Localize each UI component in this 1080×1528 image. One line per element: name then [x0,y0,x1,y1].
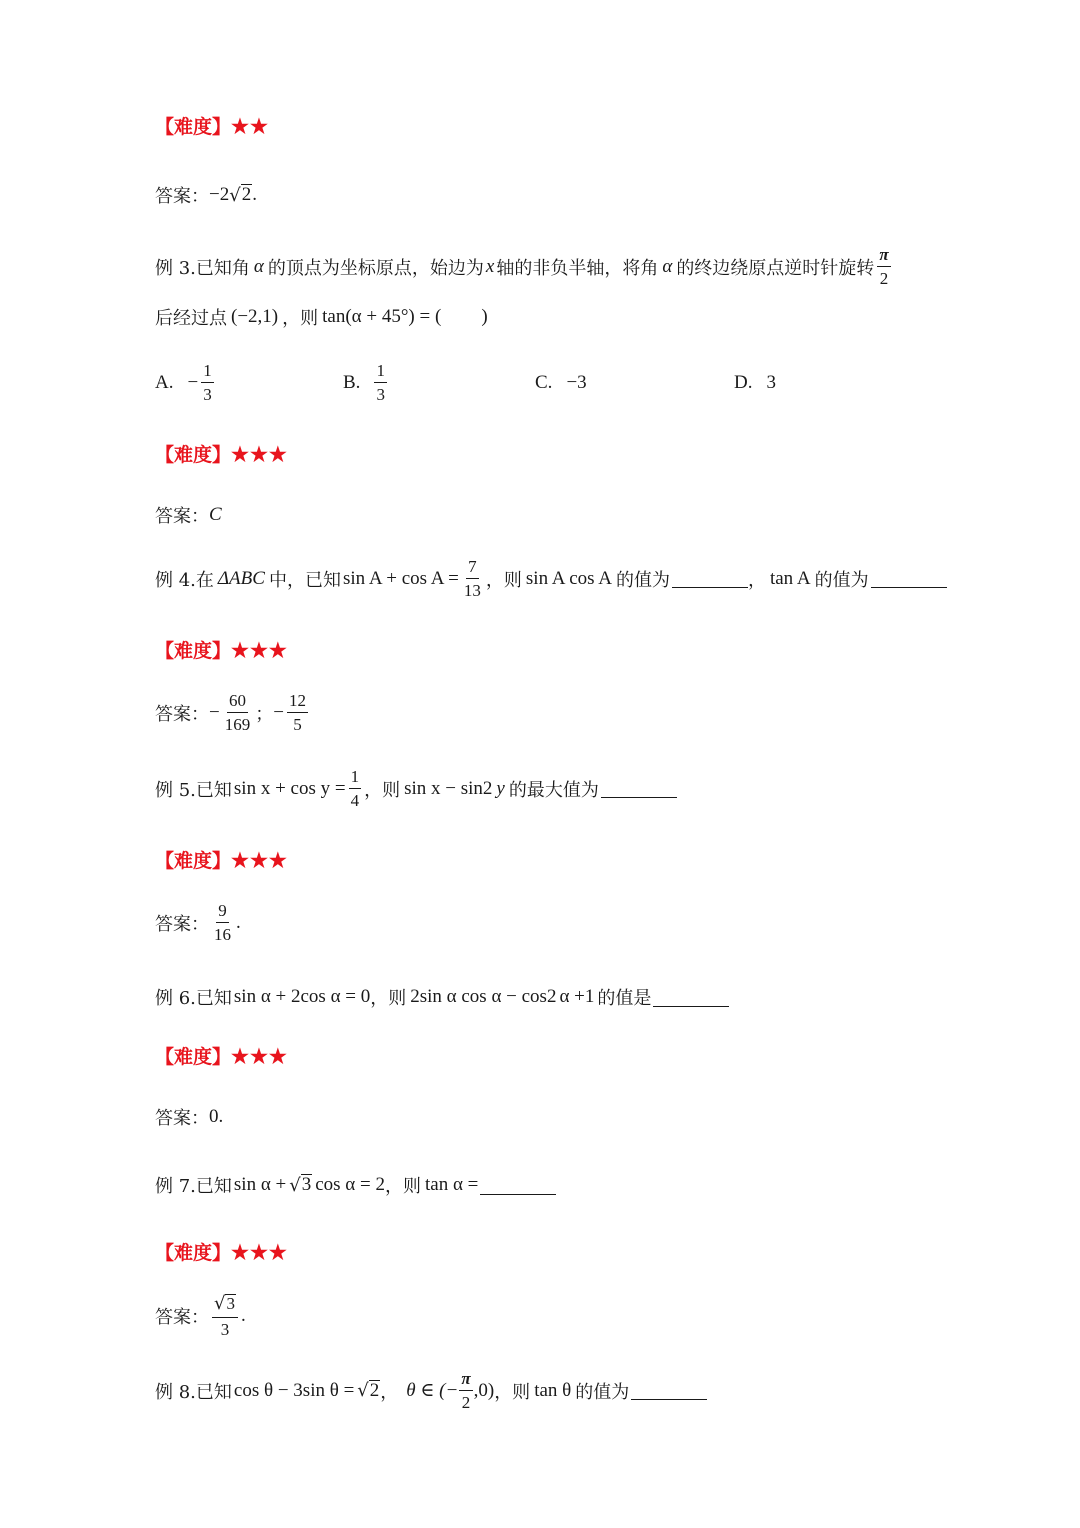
fraction-denominator: 2 [879,269,889,288]
triangle-name: ΔABC [217,567,265,589]
example-8-text: ， [380,1381,399,1403]
answer-prefix: 答案： [155,506,209,527]
answer-end: . [236,911,241,933]
difficulty-label: 【难度】 [155,1046,232,1068]
sqrt-radicand: 2 [241,184,252,206]
target-expression: sin x − sin [404,777,483,799]
example-3-question [155,246,894,287]
alpha-symbol: α [662,255,673,277]
option-value: 3 [766,372,776,393]
option-label: C. [535,372,553,393]
option-b [343,362,390,403]
target-expression-tail: α +1 [559,986,595,1007]
example-7-text: ，则 [384,1176,421,1197]
tan-expression: tan A [769,567,811,589]
answer-sign: − [273,701,284,723]
difficulty-label: 【难度】 [155,116,232,138]
condition-expression: sin α + 2cos α = 0 [233,986,371,1007]
sin-cos-expression: sin x + cos y = [233,777,346,799]
option-fraction [201,362,214,403]
example-7-question [155,1172,556,1198]
answer-prefix: 答案： [155,703,209,725]
example-3-lead: 例 3.已知角 [155,257,250,279]
option-a [155,362,217,403]
fraction-numerator: 7 [466,558,479,579]
example-8-text: ，则 [494,1381,531,1403]
example-3-text: 后经过点 [155,308,227,329]
exponent: 2 [482,777,493,799]
fraction-numerator: 1 [374,362,387,383]
difficulty-rating [155,1042,288,1069]
answer-paren-close: ) [481,306,488,327]
answer-prefix: 答案： [155,186,209,207]
example-6-text: ，则 [370,988,407,1009]
fill-blank [601,779,677,798]
fraction-1-4 [349,768,362,809]
sqrt-radicand: 3 [226,1294,235,1313]
x-symbol: x [485,255,495,277]
answer-fraction [212,902,233,943]
sqrt-symbol: √ [357,1380,369,1401]
fraction-denominator: 169 [224,715,251,734]
target-expression: 2sin α cos α − cos [410,986,547,1007]
example-3-question-line2 [155,304,488,330]
example-4-text: ，则 [485,569,522,591]
option-value: −3 [566,372,587,393]
fill-blank [631,1381,707,1400]
pi-over-2-fraction [459,1370,472,1411]
option-fraction [374,362,387,403]
fraction-denominator: 3 [203,385,212,404]
sqrt-radicand: 3 [301,1174,312,1196]
answer-line [155,902,241,943]
answer-end: . [240,1304,246,1326]
example-3-text: 的顶点为坐标原点，始边为 [267,257,484,279]
answer-end: . [252,184,257,205]
answer-value: 0. [209,1106,224,1127]
difficulty-label: 【难度】 [155,850,232,872]
tan-expression: tan θ [534,1379,572,1401]
example-6-text: 的值是 [597,988,652,1009]
point-coordinates: (−2,1) [231,306,279,327]
example-4-text: 中，已知 [268,569,341,591]
option-label: A. [155,371,174,393]
answer-line [155,1294,246,1338]
fill-blank [653,988,729,1007]
option-sign: − [187,371,199,393]
example-5-text: 的最大值为 [508,779,599,801]
answer-line [155,502,222,528]
example-5-question [155,768,677,809]
difficulty-label: 【难度】 [155,640,232,662]
option-d [734,372,776,394]
fraction-numerator: 1 [349,768,362,789]
sqrt-symbol: √ [214,1293,226,1314]
fraction-denominator: 13 [463,581,481,600]
fraction-denominator: 5 [293,715,302,734]
fraction-numerator: 9 [216,902,229,923]
pi-over-2-fraction [877,246,890,287]
example-4-text: ， [747,569,766,591]
fraction-numerator: 1 [201,362,214,383]
tan-expression: tan(α + 45°) = ( [322,306,442,327]
example-7-lead: 例 7.已知 [155,1176,232,1197]
sqrt-symbol: √ [229,184,241,206]
difficulty-rating [155,440,288,467]
example-8-question [155,1370,707,1411]
difficulty-stars: ★★ [231,113,269,138]
difficulty-label: 【难度】 [155,1242,232,1264]
difficulty-rating [155,846,288,873]
answer-fraction [287,692,308,733]
example-4-question [155,558,947,599]
answer-value: C [209,504,222,525]
difficulty-rating [155,1238,288,1265]
interval-expression: θ ∈ (− [406,1380,459,1401]
alpha-symbol: α [253,255,264,277]
fraction-denominator: 3 [376,385,385,404]
difficulty-rating [155,112,269,139]
example-3-text: 的终边绕原点逆时针旋转 [676,257,875,279]
fraction-denominator: 2 [461,1393,471,1412]
sqrt-symbol: √ [289,1174,301,1196]
example-4-lead: 例 4.在 [155,569,214,591]
option-c [535,372,587,394]
difficulty-stars: ★★★ [231,1043,288,1068]
y-symbol: y [496,777,505,799]
example-5-lead: 例 5.已知 [155,779,232,801]
example-3-text: 轴的非负半轴，将角 [496,257,659,279]
difficulty-label: 【难度】 [155,444,232,466]
answer-sign: − [209,701,220,723]
fraction-numerator: 60 [227,692,248,713]
answer-line [155,692,311,733]
fraction-numerator: π [459,1370,472,1391]
answer-prefix: 答案： [155,913,209,935]
answer-value: −2 [209,184,230,205]
condition-expression: cos α = 2 [315,1174,385,1195]
fraction-denominator: 4 [350,791,360,810]
tan-expression: tan α = [424,1174,479,1195]
fraction-denominator: 3 [220,1319,230,1339]
difficulty-rating [155,636,288,663]
sin-cos-expression: sin A + cos A = [342,567,459,589]
fraction-numerator: π [877,246,890,267]
difficulty-stars: ★★★ [231,1239,288,1264]
example-6-lead: 例 6.已知 [155,988,232,1009]
fill-blank [871,569,947,588]
fraction-numerator [212,1294,238,1318]
product-expression: sin A cos A [525,567,612,589]
example-8-lead: 例 8.已知 [155,1381,232,1403]
example-4-text: 的值为 [615,569,670,591]
option-label: D. [734,372,753,393]
answer-fraction [223,692,253,733]
difficulty-stars: ★★★ [231,441,288,466]
example-4-text: 的值为 [814,569,869,591]
example-8-text: 的值为 [575,1381,630,1403]
answer-line [155,182,257,208]
fraction-numerator: 12 [287,692,308,713]
difficulty-stars: ★★★ [231,847,288,872]
exponent: 2 [546,986,557,1007]
condition-expression: sin α + [233,1174,287,1195]
example-6-question [155,984,729,1010]
example-3-text: ，则 [282,308,319,329]
option-label: B. [343,371,361,393]
fraction-denominator: 16 [214,925,231,944]
difficulty-stars: ★★★ [231,637,288,662]
answer-separator: ； [255,703,274,725]
answer-prefix: 答案： [155,1108,209,1129]
fraction-7-13 [462,558,483,599]
interval-expression-tail: ,0) [473,1379,495,1401]
answer-prefix: 答案： [155,1306,209,1328]
condition-expression: cos θ − 3sin θ = [233,1379,355,1401]
fill-blank [480,1176,556,1195]
answer-fraction [212,1294,238,1338]
fill-blank [672,569,748,588]
example-5-text: ，则 [364,779,401,801]
answer-line [155,1104,223,1130]
sqrt-radicand: 2 [369,1379,380,1401]
